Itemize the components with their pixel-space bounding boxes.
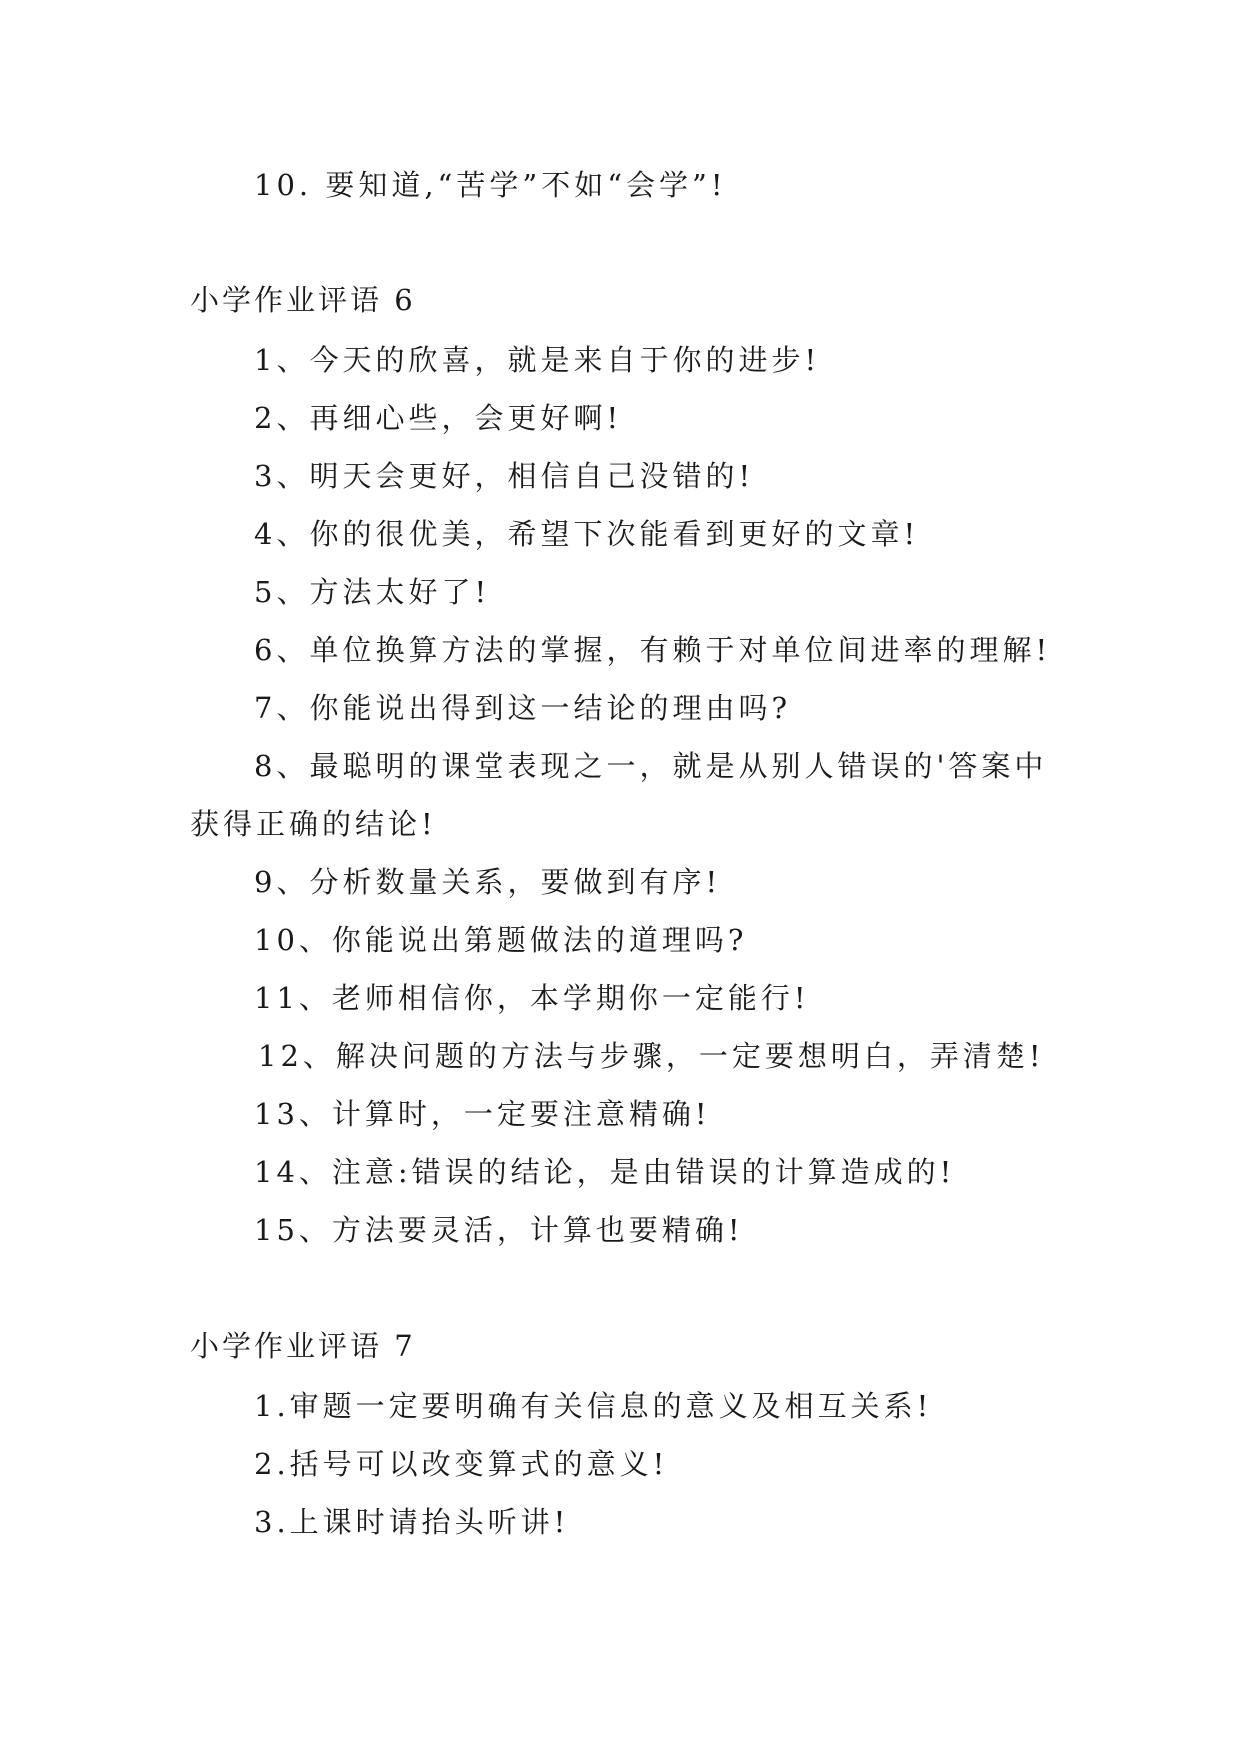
list-item: 11、老师相信你，本学期你一定能行! [254, 981, 810, 1015]
list-item: 1、今天的欣喜，就是来自于你的进步! [254, 343, 821, 377]
list-item: 3、明天会更好，相信自己没错的! [254, 459, 755, 493]
section-heading: 小学作业评语 6 [190, 283, 416, 317]
list-item: 9、分析数量关系，要做到有序! [254, 865, 722, 899]
list-item: 12、解决问题的方法与步骤，一定要想明白，弄清楚! [258, 1039, 1045, 1073]
list-item: 7、你能说出得到这一结论的理由吗? [254, 691, 791, 725]
list-item: 14、注意:错误的结论，是由错误的计算造成的! [254, 1155, 956, 1189]
section-heading: 小学作业评语 7 [190, 1329, 416, 1363]
list-item: 10. 要知道,“苦学”不如“会学”! [254, 168, 727, 202]
list-item: 10、你能说出第题做法的道理吗? [254, 923, 748, 957]
list-item: 15、方法要灵活，计算也要精确! [254, 1213, 744, 1247]
list-item: 4、你的很优美，希望下次能看到更好的文章! [254, 517, 920, 551]
list-item: 2、再细心些，会更好啊! [254, 401, 623, 435]
list-item: 3.上课时请抬头听讲! [254, 1505, 570, 1539]
list-item: 13、计算时，一定要注意精确! [254, 1097, 711, 1131]
list-item: 5、方法太好了! [254, 575, 491, 609]
list-item: 2.括号可以改变算式的意义! [254, 1447, 669, 1481]
list-item-continuation: 获得正确的结论! [190, 807, 437, 841]
list-item: 1.审题一定要明确有关信息的意义及相互关系! [254, 1389, 933, 1423]
list-item: 6、单位换算方法的掌握，有赖于对单位间进率的理解! [254, 633, 1052, 667]
list-item: 8、最聪明的课堂表现之一，就是从别人错误的'答案中 [254, 749, 1048, 783]
